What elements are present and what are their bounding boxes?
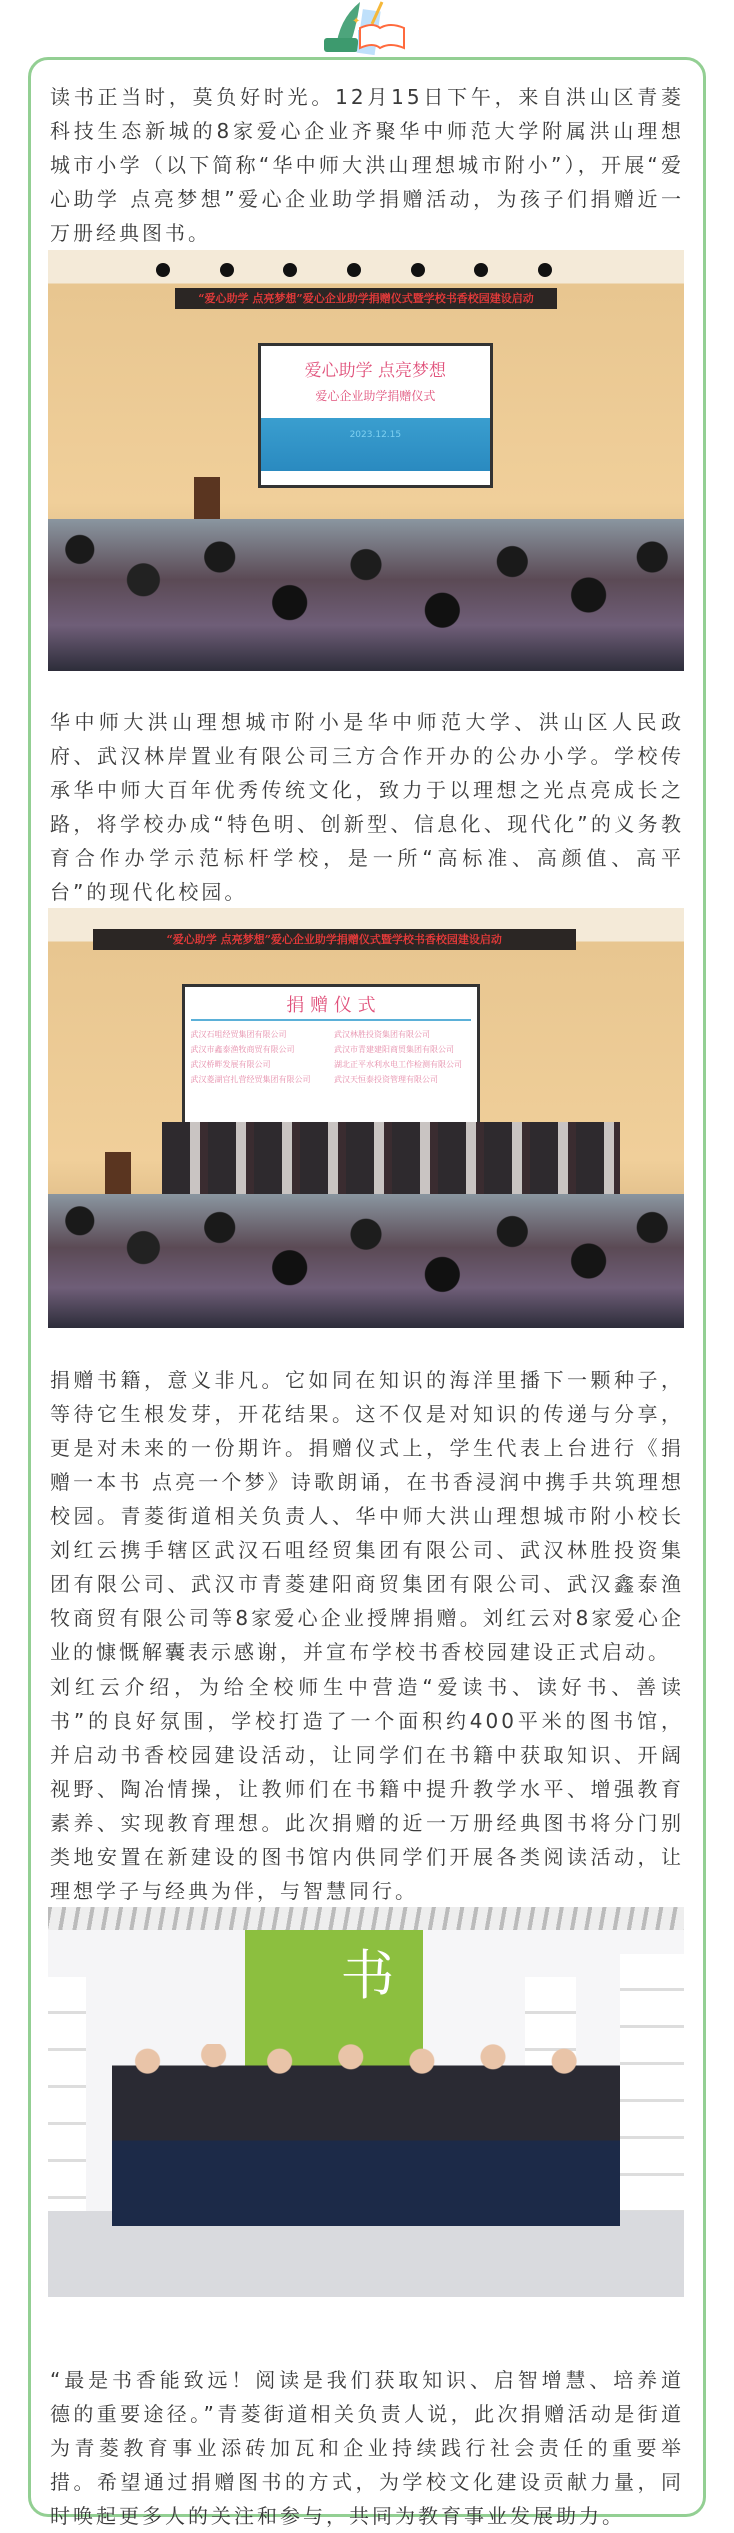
donor-name: 武汉市青建建阳商贸集团有限公司 [334,1044,454,1054]
paragraph-donation: 捐赠书籍，意义非凡。它如同在知识的海洋里播下一颗种子，等待它生根发芽，开花结果。这不仅是对知识的传递与分享，更是对未来的一份期许。捐赠仪式上，学生代表上台进行《捐赠一本书 点亮一个梦》诗歌朗诵，在书香浸润中携手共筑理想校园。青菱街道相关负责人、华中师大洪山理想城市附小校长刘红云携手辖区武汉石咀经贸集团有限公司、武汉林胜投资集团有限公司、武汉市青菱建阳商贸集团有限公司、武汉鑫泰渔牧商贸有限公司等8家爱心企业授牌捐赠。刘红云对8家爱心企业的慷慨解囊表示感谢，并宣布学校书香校园建设正式启动。 [50,1368,684,1664]
bookshelf [620,1954,684,2227]
quill-and-book-icon [318,0,418,56]
paragraph-closing-quote: “最是书香能致远！阅读是我们获取知识、启智增慧、培养道德的重要途径。”青菱街道相关负责人说，此次捐赠活动是街道为青菱教育事业添砖加瓦和企业持续践行社会责任的重要举措。希望通过捐赠图书的方式，为学校文化建设贡献力量，同时唤起更多人的关注和参与，共同为教育事业发展助力。 [50,2368,684,2528]
screen-date: 2023.12.15 [261,418,490,471]
event-banner: “爱心助学 点亮梦想”爱心企业助学捐赠仪式暨学校书香校园建设启动 [175,288,557,309]
projection-screen [182,984,481,1131]
paragraph-school-intro: 华中师大洪山理想城市附小是华中师范大学、洪山区人民政府、武汉林岸置业有限公司三方合作开办的公办小学。学校传承华中师大百年优秀传统文化，致力于以理想之光点亮成长之路，将学校办成“特色明、创新型、信息化、现代化”的义务教育合作办学示范标杆学校，是一所“高标准、高颜值、高平台”的现代化校园。 [50,710,684,904]
projection-screen [258,343,493,488]
wall-character: 书 [340,1944,395,2007]
screen-title: 爱心助学 点亮梦想 [304,360,447,381]
paragraph-library: 刘红云介绍，为给全校师生中营造“爱读书、读好书、善读书”的良好氛围，学校打造了一个面积约400平米的图书馆，并启动书香校园建设活动，让同学们在书籍中获取知识、开阔视野、陶冶情操，让教师们在书籍中提升教学水平、增强教育素养、实现教育理想。此次捐赠的近一万册经典图书将分门别类地安置在新建设的图书馆内供同学们开展各类阅读活动，让理想学子与经典为伴，与智慧同行。 [50,1675,684,1903]
audience [48,519,684,671]
screen-title: 捐 赠 仪 式 [191,991,472,1021]
event-banner: “爱心助学 点亮梦想”爱心企业助学捐赠仪式暨学校书香校园建设启动 [93,929,576,950]
donor-name: 武汉石咀经贸集团有限公司 [190,1029,287,1039]
donor-name: 武汉菱湖官扎营经贸集团有限公司 [190,1074,311,1084]
donor-name: 武汉市鑫泰渔牧商贸有限公司 [190,1044,295,1054]
photo-group-library [48,1907,684,2297]
audience [48,1194,684,1328]
screen-subtitle: 爱心企业助学捐赠仪式 [315,388,436,403]
donor-name: 湖北正平水利水电工作检测有限公司 [334,1059,462,1069]
paragraph-intro: 读书正当时，莫负好时光。12月15日下午，来自洪山区青菱科技生态新城的8家爱心企业齐聚华中师范大学附属洪山理想城市小学（以下简称“华中师大洪山理想城市附小”），开展“爱心助学 点亮梦想”爱心企业助学捐赠活动，为孩子们捐赠近一万册经典图书。 [50,85,684,245]
svg-text:✦: ✦ [352,16,361,27]
bookshelf [48,1977,86,2231]
photo-assembly-hall [48,250,684,671]
donor-name: 武汉林胜投资集团有限公司 [334,1029,430,1039]
photo-donation-ceremony [48,908,684,1328]
donor-name: 武汉桥畔发展有限公司 [190,1059,271,1069]
group-of-people [112,2044,621,2259]
donor-name: 武汉天恒泰投资管理有限公司 [334,1074,438,1084]
donor-list [191,1029,472,1085]
